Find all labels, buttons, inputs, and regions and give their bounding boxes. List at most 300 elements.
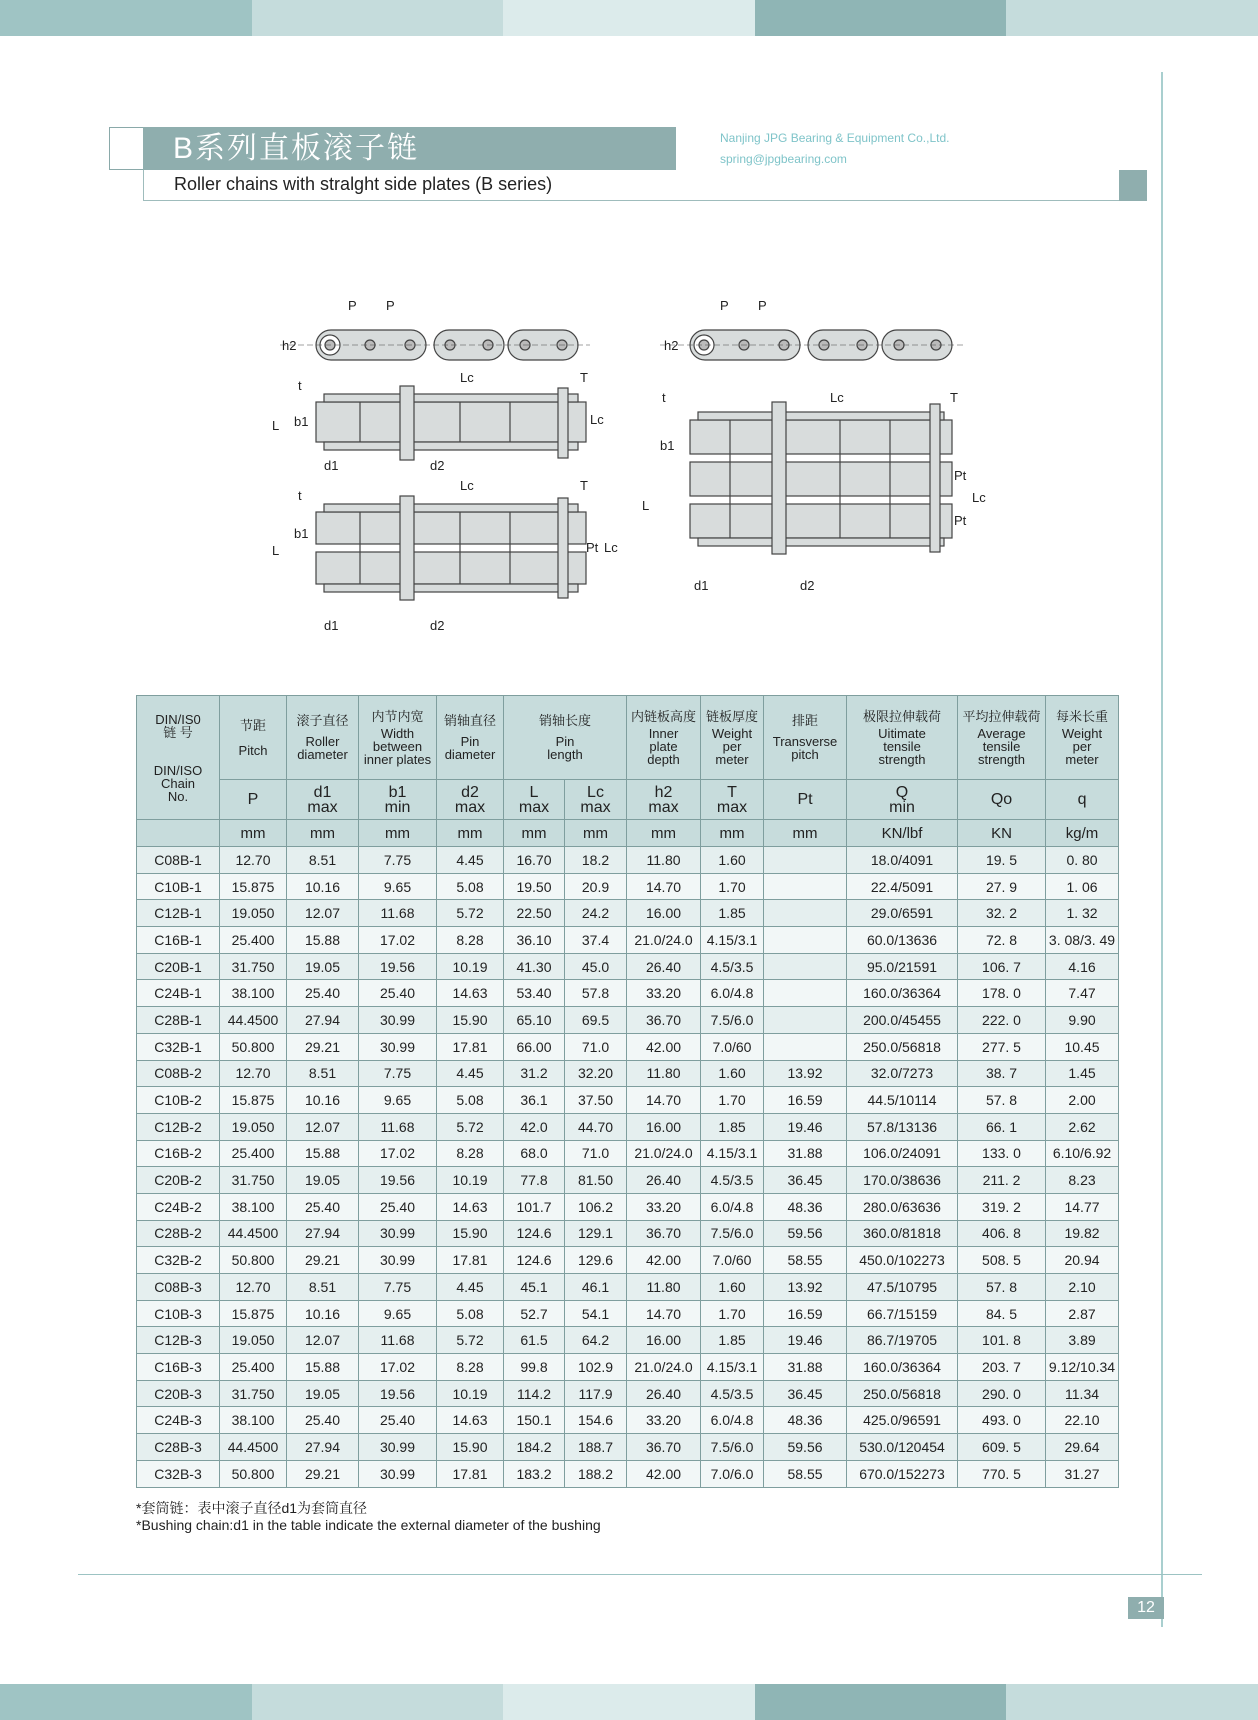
table-cell: 1.70	[701, 873, 764, 900]
label-pt: Pt	[954, 513, 967, 528]
table-cell: 7.0/60	[701, 1033, 764, 1060]
page-title: B系列直板滚子链	[143, 127, 676, 170]
table-cell: 77.8	[504, 1167, 565, 1194]
table-cell: 5.08	[437, 873, 504, 900]
table-cell: 14.77	[1046, 1193, 1119, 1220]
table-cell: 58.55	[764, 1247, 847, 1274]
table-cell: 7.75	[359, 847, 437, 874]
table-cell: 450.0/102273	[847, 1247, 958, 1274]
header-en: Weight per meter	[711, 725, 753, 767]
table-cell: 15.875	[220, 1087, 287, 1114]
table-cell: 29.21	[287, 1247, 359, 1274]
table-cell: 360.0/81818	[847, 1220, 958, 1247]
table-cell: 14.70	[627, 1087, 701, 1114]
table-cell: 30.99	[359, 1434, 437, 1461]
col-roller-header	[287, 696, 359, 780]
header-en: Roller diameter	[297, 734, 348, 762]
unit-cell	[137, 820, 220, 847]
label-p: P	[348, 298, 357, 313]
label-l: L	[642, 498, 650, 513]
table-row	[137, 927, 1119, 954]
table-cell: 27.94	[287, 1007, 359, 1034]
table-cell: 211. 2	[958, 1167, 1046, 1194]
label-p: P	[720, 298, 729, 313]
table-cell: 10.19	[437, 953, 504, 980]
table-cell: 44.4500	[220, 1220, 287, 1247]
table-cell: 32.0/7273	[847, 1060, 958, 1087]
table-row	[137, 1007, 1119, 1034]
table-cell: 319. 2	[958, 1193, 1046, 1220]
table-cell: 0. 80	[1046, 847, 1119, 874]
label-t: t	[662, 390, 666, 405]
band-segment	[1006, 0, 1258, 36]
col-plate-header	[627, 696, 701, 780]
table-cell: 71.0	[565, 1140, 627, 1167]
header-cn: 排距	[792, 713, 819, 728]
table-cell: 10.19	[437, 1380, 504, 1407]
chain-number-cell: C16B-3	[137, 1354, 220, 1381]
table-cell: 84. 5	[958, 1300, 1046, 1327]
table-cell: 24.2	[565, 900, 627, 927]
symbol-qualifier: max	[307, 798, 338, 816]
table-cell: 14.70	[627, 1300, 701, 1327]
band-segment	[0, 0, 252, 36]
label-lc: Lc	[460, 478, 474, 493]
table-cell: 406. 8	[958, 1220, 1046, 1247]
symbol-cell	[504, 780, 565, 820]
chain-number-cell: C08B-1	[137, 847, 220, 874]
table-cell: 14.63	[437, 1193, 504, 1220]
table-row	[137, 980, 1119, 1007]
table-row	[137, 1167, 1119, 1194]
unit-cell: mm	[359, 820, 437, 847]
unit-cell: mm	[701, 820, 764, 847]
symbol-cell	[701, 780, 764, 820]
table-cell: 36.10	[504, 927, 565, 954]
table-cell	[764, 1007, 847, 1034]
symbol-qualifier: max	[580, 798, 611, 816]
table-cell: 7.0/60	[701, 1247, 764, 1274]
table-cell: 101.7	[504, 1193, 565, 1220]
label-b1: b1	[294, 414, 309, 429]
table-row	[137, 1327, 1119, 1354]
col-avg-header	[958, 696, 1046, 780]
table-cell: 5.08	[437, 1087, 504, 1114]
band-segment	[755, 1684, 1007, 1720]
table-cell: 31.750	[220, 1167, 287, 1194]
symbol: q	[1077, 791, 1087, 808]
header-en: Average tensile strength	[977, 725, 1026, 767]
table-cell: 160.0/36364	[847, 1354, 958, 1381]
table-cell: 27.94	[287, 1434, 359, 1461]
table-cell: 66. 1	[958, 1113, 1046, 1140]
title-bracket	[109, 127, 143, 170]
table-cell: 25.40	[359, 1193, 437, 1220]
table-cell: 12.07	[287, 1327, 359, 1354]
table-row	[137, 1274, 1119, 1301]
table-cell: 81.50	[565, 1167, 627, 1194]
label-h2: h2	[282, 338, 297, 353]
chain-number-cell: C20B-1	[137, 953, 220, 980]
table-cell: 15.88	[287, 927, 359, 954]
table-cell: 29.21	[287, 1460, 359, 1487]
table-cell: 26.40	[627, 1380, 701, 1407]
table-cell: 4.15/3.1	[701, 1354, 764, 1381]
table-cell: 36.45	[764, 1380, 847, 1407]
table-cell: 14.63	[437, 1407, 504, 1434]
label-p: P	[386, 298, 395, 313]
table-cell: 3.89	[1046, 1327, 1119, 1354]
label-tt: T	[580, 478, 588, 493]
table-cell: 250.0/56818	[847, 1033, 958, 1060]
symbol: Qo	[990, 791, 1013, 808]
table-cell: 50.800	[220, 1460, 287, 1487]
label-lc: Lc	[460, 370, 474, 385]
simplex-view	[316, 386, 586, 460]
symbol: d2	[461, 783, 479, 801]
table-cell: 11.68	[359, 1327, 437, 1354]
table-cell: 19.46	[764, 1113, 847, 1140]
table-cell: 21.0/24.0	[627, 1354, 701, 1381]
company-info	[720, 128, 949, 170]
table-cell: 42.0	[504, 1113, 565, 1140]
table-cell: 25.40	[287, 980, 359, 1007]
footer-rule	[78, 1574, 1202, 1575]
bottom-color-band	[0, 1684, 1258, 1720]
table-cell: 9.65	[359, 1087, 437, 1114]
table-cell: 188.7	[565, 1434, 627, 1461]
table-cell: 9.65	[359, 1300, 437, 1327]
label-d2: d2	[430, 618, 445, 633]
table-cell: 117.9	[565, 1380, 627, 1407]
table-cell: 15.875	[220, 1300, 287, 1327]
table-cell: 69.5	[565, 1007, 627, 1034]
table-cell: 609. 5	[958, 1434, 1046, 1461]
chain-number-cell: C28B-1	[137, 1007, 220, 1034]
header-en: Uitimate tensile strength	[878, 725, 926, 767]
symbol: L	[529, 783, 539, 801]
chain-number-cell: C28B-3	[137, 1434, 220, 1461]
table-cell: 50.800	[220, 1247, 287, 1274]
table-cell: 12.07	[287, 1113, 359, 1140]
table-cell: 44.4500	[220, 1007, 287, 1034]
table-cell: 57.8/13136	[847, 1113, 958, 1140]
table-cell: 66.7/15159	[847, 1300, 958, 1327]
table-cell: 22.50	[504, 900, 565, 927]
label-lc: Lc	[604, 540, 618, 555]
roller-chain-spec-table	[136, 695, 1119, 1488]
table-cell: 57. 8	[958, 1087, 1046, 1114]
band-segment	[755, 0, 1007, 36]
table-cell: 8.28	[437, 1354, 504, 1381]
header-cn: 平均拉伸载荷	[962, 708, 1041, 724]
col-weight-plate-header	[701, 696, 764, 780]
table-cell: 7.75	[359, 1060, 437, 1087]
table-cell: 29.0/6591	[847, 900, 958, 927]
table-cell: 19.050	[220, 1113, 287, 1140]
company-email: spring@jpgbearing.com	[720, 152, 847, 166]
symbol: Pt	[797, 791, 813, 808]
col-pin-d-header	[437, 696, 504, 780]
table-cell: 2.87	[1046, 1300, 1119, 1327]
table-cell: 31.27	[1046, 1460, 1119, 1487]
table-row	[137, 1354, 1119, 1381]
table-cell: 66.00	[504, 1033, 565, 1060]
table-cell: 19. 5	[958, 847, 1046, 874]
symbol-cell	[359, 780, 437, 820]
table-cell: 37.50	[565, 1087, 627, 1114]
table-cell: 25.40	[359, 980, 437, 1007]
table-cell: 124.6	[504, 1247, 565, 1274]
table-cell: 31.2	[504, 1060, 565, 1087]
table-cell	[764, 847, 847, 874]
table-cell: 15.90	[437, 1220, 504, 1247]
unit-cell: mm	[220, 820, 287, 847]
symbol-cell	[220, 780, 287, 820]
table-cell: 1.70	[701, 1300, 764, 1327]
label-tt: T	[580, 370, 588, 385]
table-row	[137, 1220, 1119, 1247]
table-cell: 1.85	[701, 1113, 764, 1140]
table-cell: 6.0/4.8	[701, 1193, 764, 1220]
table-cell: 21.0/24.0	[627, 1140, 701, 1167]
table-cell	[764, 900, 847, 927]
chain-diagram	[260, 290, 1000, 650]
table-cell: 203. 7	[958, 1354, 1046, 1381]
table-cell: 11.34	[1046, 1380, 1119, 1407]
table-cell: 8.51	[287, 1274, 359, 1301]
table-cell: 277. 5	[958, 1033, 1046, 1060]
header-en: DIN/ISO Chain No.	[153, 762, 203, 804]
unit-cell: mm	[437, 820, 504, 847]
table-cell: 68.0	[504, 1140, 565, 1167]
band-segment	[0, 1684, 252, 1720]
table-cell: 30.99	[359, 1460, 437, 1487]
table-cell: 18.2	[565, 847, 627, 874]
table-cell: 11.80	[627, 1060, 701, 1087]
table-cell: 33.20	[627, 980, 701, 1007]
table-cell: 3. 08/3. 49	[1046, 927, 1119, 954]
chain-number-cell: C32B-3	[137, 1460, 220, 1487]
unit-cell: mm	[627, 820, 701, 847]
table-cell: 170.0/38636	[847, 1167, 958, 1194]
table-cell: 5.72	[437, 1113, 504, 1140]
symbol-qualifier: min	[889, 798, 915, 816]
header-en: Pitch	[238, 742, 268, 758]
table-cell: 38. 7	[958, 1060, 1046, 1087]
table-cell: 17.02	[359, 927, 437, 954]
table-cell: 114.2	[504, 1380, 565, 1407]
table-cell: 47.5/10795	[847, 1274, 958, 1301]
table-cell: 36.70	[627, 1220, 701, 1247]
symbol-cell	[847, 780, 958, 820]
table-cell: 72. 8	[958, 927, 1046, 954]
label-t: t	[298, 488, 302, 503]
table-cell: 44.5/10114	[847, 1087, 958, 1114]
company-name: Nanjing JPG Bearing & Equipment Co.,Ltd.	[720, 131, 950, 145]
table-cell: 29.21	[287, 1033, 359, 1060]
table-cell: 36.70	[627, 1007, 701, 1034]
table-row	[137, 1113, 1119, 1140]
table-cell: 44.70	[565, 1113, 627, 1140]
table-row	[137, 1193, 1119, 1220]
table-cell: 26.40	[627, 953, 701, 980]
table-cell: 37.4	[565, 927, 627, 954]
table-cell: 11.68	[359, 1113, 437, 1140]
table-cell: 30.99	[359, 1220, 437, 1247]
table-cell: 4.16	[1046, 953, 1119, 980]
symbol-cell	[437, 780, 504, 820]
subtitle-accent	[1119, 170, 1147, 201]
table-cell: 25.400	[220, 927, 287, 954]
table-cell: 36.70	[627, 1434, 701, 1461]
table-cell: 25.40	[287, 1193, 359, 1220]
table-cell: 1. 32	[1046, 900, 1119, 927]
table-cell: 21.0/24.0	[627, 927, 701, 954]
table-cell: 6.10/6.92	[1046, 1140, 1119, 1167]
table-cell: 16.00	[627, 1327, 701, 1354]
label-d2: d2	[430, 458, 445, 473]
table-row	[137, 1434, 1119, 1461]
col-pin-length-header	[504, 696, 627, 780]
table-cell: 250.0/56818	[847, 1380, 958, 1407]
table-cell: 15.90	[437, 1434, 504, 1461]
table-cell: 14.70	[627, 873, 701, 900]
table-row	[137, 1060, 1119, 1087]
table-cell: 38.100	[220, 980, 287, 1007]
header-cn: DIN/IS0 链 号	[155, 711, 201, 740]
table-cell: 54.1	[565, 1300, 627, 1327]
table-cell: 36.1	[504, 1087, 565, 1114]
unit-cell: KN	[958, 820, 1046, 847]
table-cell: 1.70	[701, 1087, 764, 1114]
table-cell: 8.51	[287, 847, 359, 874]
triplex-view	[690, 402, 952, 554]
table-cell: 13.92	[764, 1274, 847, 1301]
table-cell: 16.59	[764, 1300, 847, 1327]
band-segment	[503, 0, 755, 36]
table-cell: 19.05	[287, 1167, 359, 1194]
table-cell: 5.08	[437, 1300, 504, 1327]
table-cell: 7.5/6.0	[701, 1007, 764, 1034]
table-cell: 19.50	[504, 873, 565, 900]
table-cell: 20.94	[1046, 1247, 1119, 1274]
label-pt: Pt	[954, 468, 967, 483]
table-cell: 290. 0	[958, 1380, 1046, 1407]
table-cell: 1.60	[701, 1274, 764, 1301]
table-row	[137, 1247, 1119, 1274]
table-cell: 45.0	[565, 953, 627, 980]
table-cell: 106. 7	[958, 953, 1046, 980]
table-cell: 102.9	[565, 1354, 627, 1381]
table-row	[137, 1033, 1119, 1060]
table-cell: 1.60	[701, 1060, 764, 1087]
table-cell: 41.30	[504, 953, 565, 980]
table-row	[137, 873, 1119, 900]
symbol: T	[727, 783, 737, 801]
symbol-cell	[627, 780, 701, 820]
duplex-view	[316, 496, 586, 600]
table-cell: 7.5/6.0	[701, 1434, 764, 1461]
symbol-qualifier: min	[384, 798, 411, 816]
label-tt: T	[950, 390, 958, 405]
table-cell: 31.88	[764, 1354, 847, 1381]
label-h2: h2	[664, 338, 679, 353]
header-en: Pin length	[547, 734, 583, 762]
table-cell: 183.2	[504, 1460, 565, 1487]
col-transverse-header	[764, 696, 847, 780]
unit-cell: mm	[287, 820, 359, 847]
table-cell: 8.28	[437, 927, 504, 954]
table-row	[137, 953, 1119, 980]
spec-table-body	[137, 847, 1119, 1488]
table-cell: 4.5/3.5	[701, 953, 764, 980]
chain-number-cell: C12B-1	[137, 900, 220, 927]
chain-number-cell: C10B-1	[137, 873, 220, 900]
header-en: Inner plate depth	[647, 725, 680, 767]
table-cell: 6.0/4.8	[701, 1407, 764, 1434]
page-subtitle: Roller chains with stralght side plates (B series)	[143, 170, 1147, 201]
table-cell: 30.99	[359, 1033, 437, 1060]
label-t: t	[298, 378, 302, 393]
table-cell: 8.28	[437, 1140, 504, 1167]
table-cell: 1.45	[1046, 1060, 1119, 1087]
table-cell: 60.0/13636	[847, 927, 958, 954]
table-cell: 19.05	[287, 953, 359, 980]
table-cell	[764, 953, 847, 980]
label-lc: Lc	[590, 412, 604, 427]
table-row	[137, 900, 1119, 927]
table-cell: 61.5	[504, 1327, 565, 1354]
table-cell: 9.12/10.34	[1046, 1354, 1119, 1381]
table-cell: 19.050	[220, 1327, 287, 1354]
top-color-band	[0, 0, 1258, 36]
header-cn: 节距	[239, 717, 266, 733]
col-pitch-header	[220, 696, 287, 780]
table-cell: 59.56	[764, 1434, 847, 1461]
symbol: h2	[654, 783, 673, 801]
table-cell: 5.72	[437, 1327, 504, 1354]
table-cell: 10.19	[437, 1167, 504, 1194]
table-cell: 4.15/3.1	[701, 1140, 764, 1167]
table-cell: 2.62	[1046, 1113, 1119, 1140]
table-cell: 4.45	[437, 1060, 504, 1087]
table-cell: 27.94	[287, 1220, 359, 1247]
table-cell: 4.15/3.1	[701, 927, 764, 954]
table-row	[137, 1140, 1119, 1167]
symbol: Lc	[587, 783, 604, 801]
table-cell: 508. 5	[958, 1247, 1046, 1274]
page-number: 12	[1128, 1597, 1164, 1619]
table-cell: 20.9	[565, 873, 627, 900]
table-cell: 222. 0	[958, 1007, 1046, 1034]
table-cell: 106.0/24091	[847, 1140, 958, 1167]
right-margin-rule	[1161, 72, 1163, 1627]
table-cell: 10.16	[287, 1300, 359, 1327]
table-cell: 52.7	[504, 1300, 565, 1327]
table-cell	[764, 927, 847, 954]
table-cell: 6.0/4.8	[701, 980, 764, 1007]
label-d1: d1	[694, 578, 709, 593]
table-cell: 19.05	[287, 1380, 359, 1407]
chain-number-cell: C12B-2	[137, 1113, 220, 1140]
table-cell: 178. 0	[958, 980, 1046, 1007]
band-segment	[252, 1684, 504, 1720]
chain-number-cell: C32B-1	[137, 1033, 220, 1060]
table-cell: 670.0/152273	[847, 1460, 958, 1487]
table-cell: 129.1	[565, 1220, 627, 1247]
table-cell: 18.0/4091	[847, 847, 958, 874]
